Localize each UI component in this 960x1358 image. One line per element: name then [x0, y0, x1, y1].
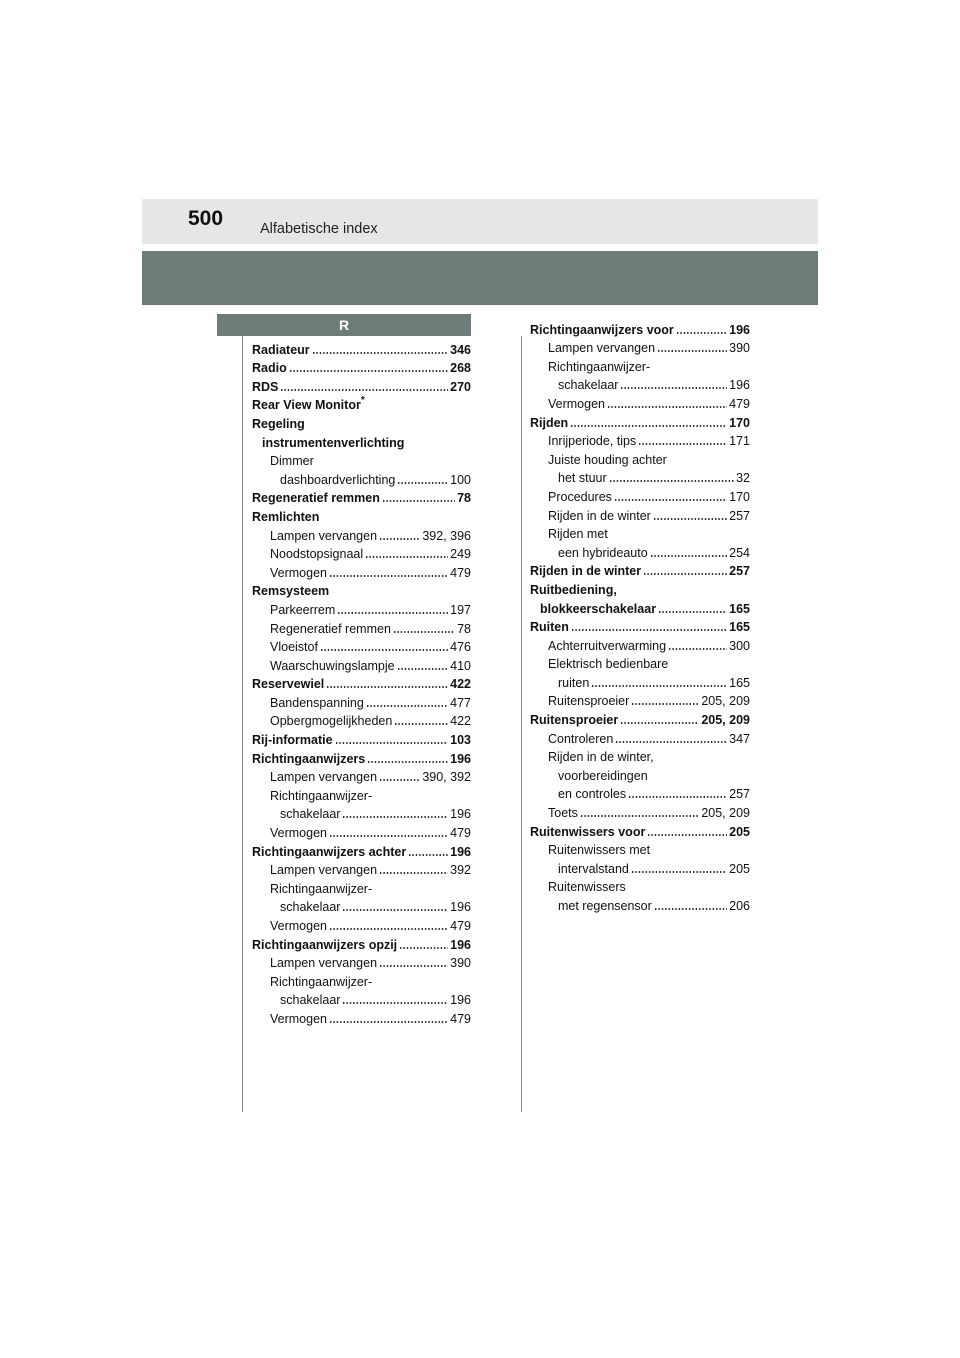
index-entry-term: Remlichten	[252, 509, 320, 524]
index-entry-term: Richtingaanwijzers achter	[252, 844, 407, 859]
index-entry-page: 78	[457, 491, 471, 506]
index-entry-page: 268	[450, 361, 471, 376]
index-entry	[252, 785, 471, 804]
index-entry-page: 205, 209	[701, 694, 750, 709]
index-entry	[252, 971, 471, 990]
index-entry	[530, 486, 750, 505]
dot-leader	[280, 388, 448, 392]
index-entry	[252, 860, 471, 879]
index-entry-page: 196	[450, 993, 471, 1008]
index-entry-term: Reservewiel	[252, 677, 325, 692]
dot-leader	[335, 741, 449, 745]
index-entry	[252, 618, 471, 637]
index-entry	[530, 375, 750, 394]
index-entry	[530, 449, 750, 468]
index-entry-term: Richtingaanwijzer-	[270, 788, 373, 803]
dot-leader	[614, 498, 727, 502]
index-entry-page: 196	[729, 378, 750, 393]
dot-leader	[570, 424, 727, 428]
index-entry	[252, 841, 471, 860]
index-entry-term: Richtingaanwijzers opzij	[252, 937, 398, 952]
index-entry	[252, 934, 471, 953]
index-entry	[530, 561, 750, 580]
index-entry	[252, 637, 471, 656]
index-entry	[530, 877, 750, 896]
index-entry	[252, 674, 471, 693]
index-entry-term: voorbereidingen	[558, 768, 648, 783]
index-entry-term: Ruitenwissers	[548, 880, 626, 895]
index-entry-term: Vermogen	[548, 396, 605, 411]
dot-leader	[329, 1020, 448, 1024]
index-entry-page: 205, 209	[701, 806, 750, 821]
index-entry-term: Dimmer	[270, 454, 314, 469]
page-number: 500	[188, 207, 224, 230]
index-entry-term: Noodstopsignaal	[270, 547, 364, 562]
index-entry	[530, 709, 750, 728]
index-entry-term: Rijden in de winter	[548, 508, 651, 523]
dot-leader	[620, 721, 699, 725]
index-entry-page: 205	[729, 861, 750, 876]
index-entry	[530, 617, 750, 636]
dot-leader	[591, 684, 727, 688]
index-entry-term: het stuur	[558, 471, 607, 486]
dot-leader	[631, 870, 727, 874]
dot-leader	[379, 964, 448, 968]
index-entry-term: schakelaar	[280, 993, 341, 1008]
index-entry-page: 196	[729, 322, 750, 337]
index-entry-term: Richtingaanwijzer-	[270, 881, 373, 896]
index-entry-page: 165	[729, 620, 750, 635]
dot-leader	[397, 481, 448, 485]
index-entry	[530, 654, 750, 673]
index-entry-term: Bandenspanning	[270, 695, 364, 710]
index-entry-page: 257	[729, 508, 750, 523]
index-entry-page: 479	[729, 396, 750, 411]
index-entry-term: instrumentenverlichting	[262, 435, 405, 450]
index-entry-page: 170	[729, 415, 750, 430]
index-entry	[530, 635, 750, 654]
index-entry	[252, 953, 471, 972]
dot-leader	[580, 814, 699, 818]
index-entry	[252, 413, 471, 432]
index-entry	[252, 358, 471, 377]
index-entry-term: blokkeerschakelaar	[540, 601, 657, 616]
index-entry-page: 206	[729, 899, 750, 913]
index-entry-term: met regensensor	[558, 899, 652, 913]
dot-leader	[631, 702, 699, 706]
index-entry-page: 270	[450, 379, 471, 394]
index-entry	[252, 581, 471, 600]
index-entry	[530, 672, 750, 691]
index-entry	[530, 598, 750, 617]
index-entry-term: Controleren	[548, 731, 614, 746]
column-divider-right	[521, 336, 522, 1112]
index-entry	[530, 338, 750, 357]
index-entry	[530, 784, 750, 803]
header-band	[142, 251, 818, 305]
index-entry-page: 390	[450, 956, 471, 971]
dot-leader	[366, 704, 448, 708]
index-entry-page: 479	[450, 1011, 471, 1026]
index-entry-page: 205	[729, 824, 750, 839]
index-entry-term: en controles	[558, 787, 627, 802]
index-entry-page: 392	[450, 863, 471, 878]
index-entry-term: Rijden in de winter	[530, 564, 642, 579]
index-entry	[252, 525, 471, 544]
index-entry-page: 390, 392	[422, 770, 471, 785]
index-entry-page: 196	[450, 937, 471, 952]
index-entry-term: Parkeerrem	[270, 602, 336, 617]
index-entry	[530, 802, 750, 821]
index-entry	[530, 858, 750, 877]
column-divider-left	[242, 336, 243, 1112]
index-entry	[252, 339, 471, 358]
dot-leader	[289, 369, 448, 373]
index-entry	[530, 747, 750, 766]
dot-leader	[329, 574, 448, 578]
index-entry-page: 422	[450, 677, 471, 692]
index-entry-term: Radiateur	[252, 342, 310, 357]
index-entry-term: Ruitensproeier	[530, 713, 619, 728]
index-entry-term: RDS	[252, 379, 279, 394]
index-entry-term: Richtingaanwijzers	[252, 751, 366, 766]
index-entry-page: 476	[450, 640, 471, 655]
index-entry-term: Waarschuwingslampje	[270, 658, 395, 673]
dot-leader	[571, 628, 727, 632]
index-entry-page: 100	[450, 472, 471, 487]
index-entry-page: 346	[450, 342, 471, 357]
index-entry-page: 479	[450, 565, 471, 580]
index-entry-page: 165	[729, 601, 750, 616]
dot-leader	[367, 760, 448, 764]
index-entry	[252, 599, 471, 618]
index-entry-page: 477	[450, 695, 471, 710]
index-entry	[530, 468, 750, 487]
index-entry-term: Lampen vervangen	[270, 956, 378, 971]
dot-leader	[676, 331, 727, 335]
dot-leader	[643, 572, 727, 576]
dot-leader	[647, 833, 727, 837]
dot-leader	[615, 740, 727, 744]
index-entry-term: Ruitbediening,	[530, 582, 617, 597]
dot-leader	[607, 405, 727, 409]
dot-leader	[329, 834, 448, 838]
index-entry-term: Regeling	[252, 416, 305, 431]
index-entry-page: 196	[450, 900, 471, 915]
index-entry-page: 249	[450, 547, 471, 562]
index-entry	[252, 990, 471, 1009]
index-entry-page: 347	[729, 731, 750, 746]
dot-leader	[657, 349, 727, 353]
dot-leader	[329, 927, 448, 931]
index-entry-term: Lampen vervangen	[548, 341, 656, 356]
dot-leader	[382, 499, 455, 503]
index-entry-term: Lampen vervangen	[270, 528, 378, 543]
index-entry-page: 390	[729, 341, 750, 356]
dot-leader	[379, 778, 420, 782]
index-entry-term: Richtingaanwijzer-	[270, 974, 373, 989]
index-entry	[530, 393, 750, 412]
dot-leader	[408, 853, 448, 857]
index-entry-term: Rijden met	[548, 527, 608, 542]
index-entry	[530, 579, 750, 598]
index-entry-term: Remsysteem	[252, 584, 330, 599]
index-entry	[530, 691, 750, 710]
dot-leader	[638, 442, 727, 446]
index-entry-page: 479	[450, 919, 471, 933]
section-letter: R	[217, 314, 471, 336]
dot-leader	[337, 611, 448, 615]
index-entry-term: Radio	[252, 361, 287, 376]
index-entry-term: ruiten	[558, 675, 590, 690]
index-entry	[252, 395, 471, 414]
dot-leader	[326, 685, 448, 689]
index-entry-term: Toets	[548, 806, 578, 821]
index-entry	[530, 895, 750, 914]
index-entry-term: Rear View Monitor*	[252, 395, 365, 413]
dot-leader	[365, 555, 448, 559]
dot-leader	[628, 795, 727, 799]
index-entry-page: 300	[729, 638, 750, 653]
index-entry	[252, 562, 471, 581]
index-entry	[530, 431, 750, 450]
index-entry	[252, 692, 471, 711]
dot-leader	[609, 479, 734, 483]
index-entry-page: 165	[729, 675, 750, 690]
index-entry	[530, 524, 750, 543]
index-entry	[252, 488, 471, 507]
index-entry	[530, 840, 750, 859]
index-entry	[530, 319, 750, 338]
dot-leader	[393, 630, 455, 634]
index-entry-term: Rij-informatie	[252, 733, 333, 748]
index-entry-term: schakelaar	[280, 900, 341, 915]
index-entry-term: Vermogen	[270, 565, 327, 580]
index-entry-term: Rijden	[530, 415, 569, 430]
index-entry-page: 254	[729, 545, 750, 560]
dot-leader	[342, 815, 448, 819]
index-entry	[252, 915, 471, 934]
index-entry	[252, 376, 471, 395]
dot-leader	[394, 722, 448, 726]
index-entry	[530, 505, 750, 524]
index-entry	[252, 432, 471, 451]
dot-leader	[653, 517, 727, 521]
dot-leader	[654, 907, 727, 911]
index-entry-term: Lampen vervangen	[270, 770, 378, 785]
index-entry-page: 196	[450, 844, 471, 859]
index-entry-page: 103	[450, 733, 471, 748]
index-entry-page: 205, 209	[701, 713, 750, 728]
index-entry-term: Regeneratief remmen	[270, 621, 391, 636]
footnote-marker: *	[360, 395, 365, 407]
index-entry-page: 32	[736, 471, 750, 486]
page-header	[142, 199, 818, 244]
index-entry-term: Vloeistof	[270, 640, 318, 655]
index-entry	[252, 748, 471, 767]
index-entry-page: 257	[729, 787, 750, 802]
index-entry-page: 196	[450, 751, 471, 766]
index-entry	[530, 356, 750, 375]
index-entry	[252, 804, 471, 823]
index-entry-term: Inrijperiode, tips	[548, 434, 637, 449]
index-entry	[530, 542, 750, 561]
index-entry-term: Procedures	[548, 489, 612, 504]
index-entry	[252, 469, 471, 488]
index-entry-page: 422	[450, 714, 471, 729]
index-entry-page: 170	[729, 489, 750, 504]
index-entry-term: schakelaar	[558, 378, 619, 393]
index-entry-term: Elektrisch bedienbare	[548, 657, 669, 672]
index-entry-term: Vermogen	[270, 826, 327, 841]
index-entry	[252, 822, 471, 841]
index-entry-term: Opbergmogelijkheden	[270, 714, 393, 729]
dot-leader	[399, 946, 448, 950]
dot-leader	[342, 1001, 448, 1005]
dot-leader	[397, 667, 449, 671]
index-entry-term: Ruitenwissers voor	[530, 824, 646, 839]
index-entry-term: Regeneratief remmen	[252, 491, 380, 506]
index-entry-term: Achterruitverwarming	[548, 638, 667, 653]
index-entry-term: Juiste houding achter	[548, 452, 667, 467]
index-entry	[252, 506, 471, 525]
dot-leader	[320, 648, 448, 652]
index-entry	[252, 711, 471, 730]
index-entry-term: Lampen vervangen	[270, 863, 378, 878]
dot-leader	[620, 386, 727, 390]
dot-leader	[312, 351, 448, 355]
index-entry-term: Rijden in de winter,	[548, 750, 654, 765]
index-entry-term: Richtingaanwijzer-	[548, 359, 651, 374]
index-entry-page: 479	[450, 826, 471, 841]
index-entry-term: Ruitensproeier	[548, 694, 630, 709]
index-entry	[252, 729, 471, 748]
index-entry	[252, 878, 471, 897]
index-entry-term: een hybrideauto	[558, 545, 648, 560]
index-entry	[252, 897, 471, 916]
index-entry-page: 410	[450, 658, 471, 673]
index-entry-term: Ruitenwissers met	[548, 843, 651, 858]
index-entry	[252, 767, 471, 786]
index-entry	[530, 412, 750, 431]
page-title: Alfabetische index	[260, 221, 378, 237]
index-column-right	[530, 319, 750, 914]
index-entry-term: intervalstand	[558, 861, 629, 876]
dot-leader	[379, 871, 448, 875]
dot-leader	[650, 554, 727, 558]
index-entry-page: 257	[729, 564, 750, 579]
index-entry	[252, 544, 471, 563]
index-entry	[530, 728, 750, 747]
index-entry-page: 392, 396	[422, 528, 471, 543]
index-entry-page: 78	[457, 621, 471, 636]
index-entry	[530, 821, 750, 840]
index-entry-page: 196	[450, 807, 471, 822]
index-entry	[530, 765, 750, 784]
index-entry-term: dashboardverlichting	[280, 472, 396, 487]
index-entry-term: Vermogen	[270, 1011, 327, 1026]
index-entry	[252, 1008, 471, 1027]
index-entry-term: schakelaar	[280, 807, 341, 822]
dot-leader	[379, 537, 420, 541]
dot-leader	[342, 908, 448, 912]
index-entry-page: 197	[450, 602, 471, 617]
dot-leader	[658, 610, 727, 614]
index-entry-term: Vermogen	[270, 919, 327, 933]
index-entry	[252, 451, 471, 470]
index-column-left	[252, 339, 471, 1027]
dot-leader	[668, 647, 727, 651]
index-entry	[252, 655, 471, 674]
index-entry-term: Richtingaanwijzers voor	[530, 322, 674, 337]
index-entry-page: 171	[729, 434, 750, 449]
index-entry-term: Ruiten	[530, 620, 569, 635]
